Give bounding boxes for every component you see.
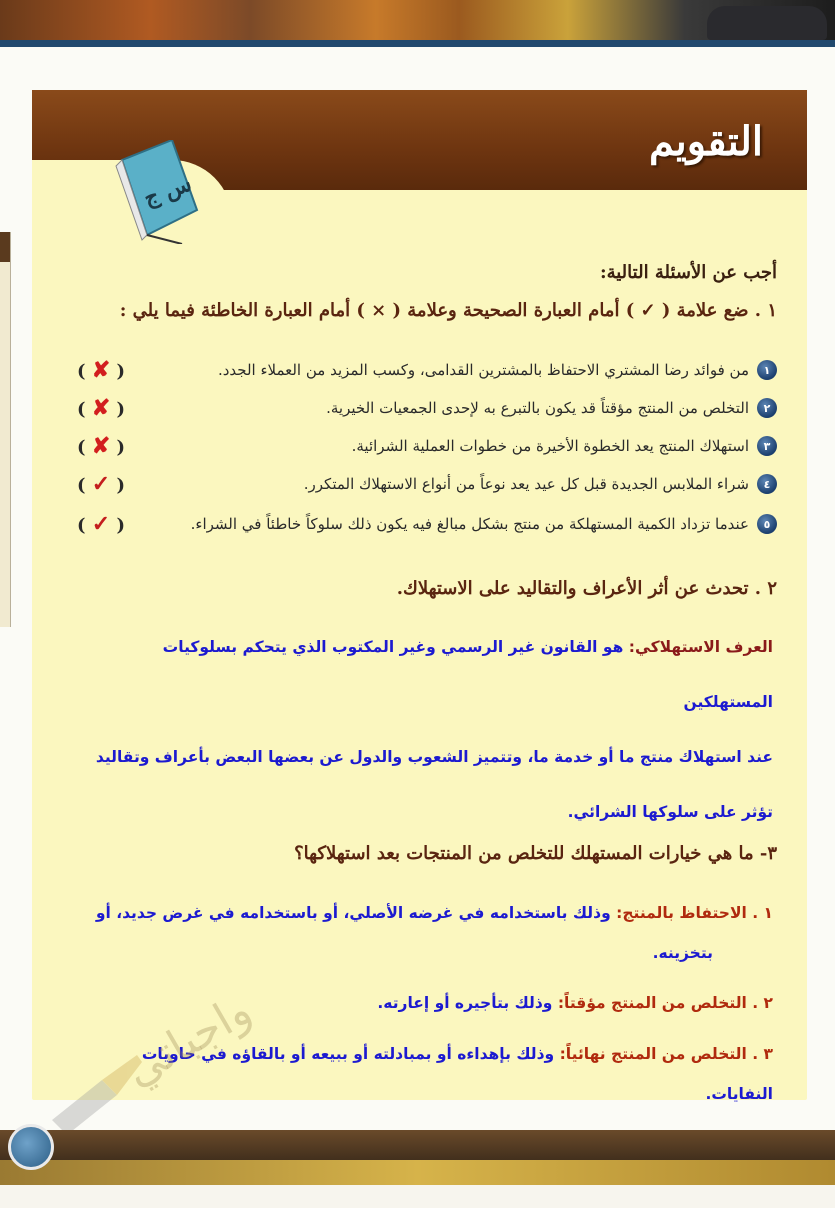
item-text: استهلاك المنتج يعد الخطوة الأخيرة من خطوات العملية الشرائية. — [351, 437, 749, 455]
item-text: شراء الملابس الجديدة قبل كل عيد يعد نوعاً من أنواع الاستهلاك المتكرر. — [303, 475, 749, 493]
option-number: ١ . — [752, 904, 773, 922]
car-image — [707, 6, 827, 40]
answer-text: هو القانون غير الرسمي وغير المكتوب الذي يتحكم بسلوكيات المستهلكين — [162, 638, 773, 711]
item-number: ٤ — [757, 474, 777, 494]
answer-line: عند استهلاك منتج ما أو خدمة ما، وتتميز الشعوب والدول عن بعضها البعض بأعراف وتقاليد — [95, 748, 773, 766]
question3-title: ٣- ما هي خيارات المستهلك للتخلص من المنتجات بعد استهلاكها؟ — [294, 843, 777, 864]
watermark-logo: واجباتي — [116, 984, 260, 1097]
answer-mark: ( ✓ ) — [77, 471, 126, 497]
list-item — [77, 510, 777, 538]
answer-line: تؤثر على سلوكها الشرائي. — [567, 803, 773, 821]
answer-mark: ( ✘ ) — [77, 357, 126, 383]
item-text: من فوائد رضا المشتري الاحتفاظ بالمشترين القدامى، وكسب المزيد من العملاء الجدد. — [217, 361, 749, 379]
book-icon-letters: س ج — [140, 170, 196, 212]
list-item — [77, 394, 777, 422]
item-text: التخلص من المنتج مؤقتاً قد يكون بالتبرع به لإحدى الجمعيات الخيرية. — [326, 399, 749, 417]
side-tab-bar — [0, 232, 10, 262]
check-mark-icon: ✓ — [91, 511, 111, 537]
option-item — [73, 893, 773, 973]
answer-mark: ( ✘ ) — [77, 433, 126, 459]
list-item — [77, 356, 777, 384]
item-number: ٥ — [757, 514, 777, 534]
wrong-mark-icon: ✘ — [91, 433, 111, 459]
option-text: وذلك بتأجيره أو إعارته. — [377, 994, 553, 1012]
question2-answer — [73, 620, 773, 840]
question2-title: ٢ . تحدث عن أثر الأعراف والتقاليد على الاستهلاك. — [396, 578, 777, 599]
option-number: ٢ . — [752, 994, 773, 1012]
list-item — [77, 432, 777, 460]
list-item — [77, 470, 777, 498]
answer-mark: ( ✓ ) — [77, 511, 126, 537]
answer-lead: العرف الاستهلاكي: — [628, 638, 773, 656]
option-number: ٣ . — [752, 1045, 773, 1063]
wrong-mark-icon: ✘ — [91, 357, 111, 383]
footer-circle-icon — [8, 1124, 54, 1170]
page-title: التقويم — [648, 118, 763, 165]
side-tab — [0, 232, 11, 627]
option-lead: التخلص من المنتج نهائياً: — [559, 1045, 747, 1063]
answer-mark: ( ✘ ) — [77, 395, 126, 421]
item-number: ٣ — [757, 436, 777, 456]
question1-title: ١ . ضع علامة ( ✓ ) أمام العبارة الصحيحة وعلامة ( × ) أمام العبارة الخاطئة فيما يلي : — [119, 300, 777, 321]
wrong-mark-icon: ✘ — [91, 395, 111, 421]
header-photo-strip — [0, 0, 835, 42]
option-lead: التخلص من المنتج مؤقتاً: — [557, 994, 747, 1012]
option-lead: الاحتفاظ بالمنتج: — [616, 904, 747, 922]
option-text: وذلك بإهداءه أو بمبادلته أو ببيعه أو بالقاؤه في حاويات النفايات. — [141, 1045, 773, 1103]
item-number: ١ — [757, 360, 777, 380]
book-icon — [112, 140, 202, 244]
footer-bottom — [0, 1185, 835, 1208]
option-line — [73, 893, 773, 933]
option-line: بتخزينه. — [652, 944, 713, 962]
option-text: وذلك باستخدامه في غرضه الأصلي، أو باستخدامه في غرض جديد، أو — [95, 904, 611, 922]
item-number: ٢ — [757, 398, 777, 418]
instructions: أجب عن الأسئلة التالية: — [599, 262, 777, 283]
item-text: عندما تزداد الكمية المستهلكة من منتج بشكل مبالغ فيه يكون ذلك سلوكاً خاطئاً في الشراء. — [190, 515, 749, 533]
footer-stripe — [0, 1160, 835, 1185]
answer-line — [73, 620, 773, 730]
check-mark-icon: ✓ — [91, 471, 111, 497]
header-divider — [0, 40, 835, 47]
